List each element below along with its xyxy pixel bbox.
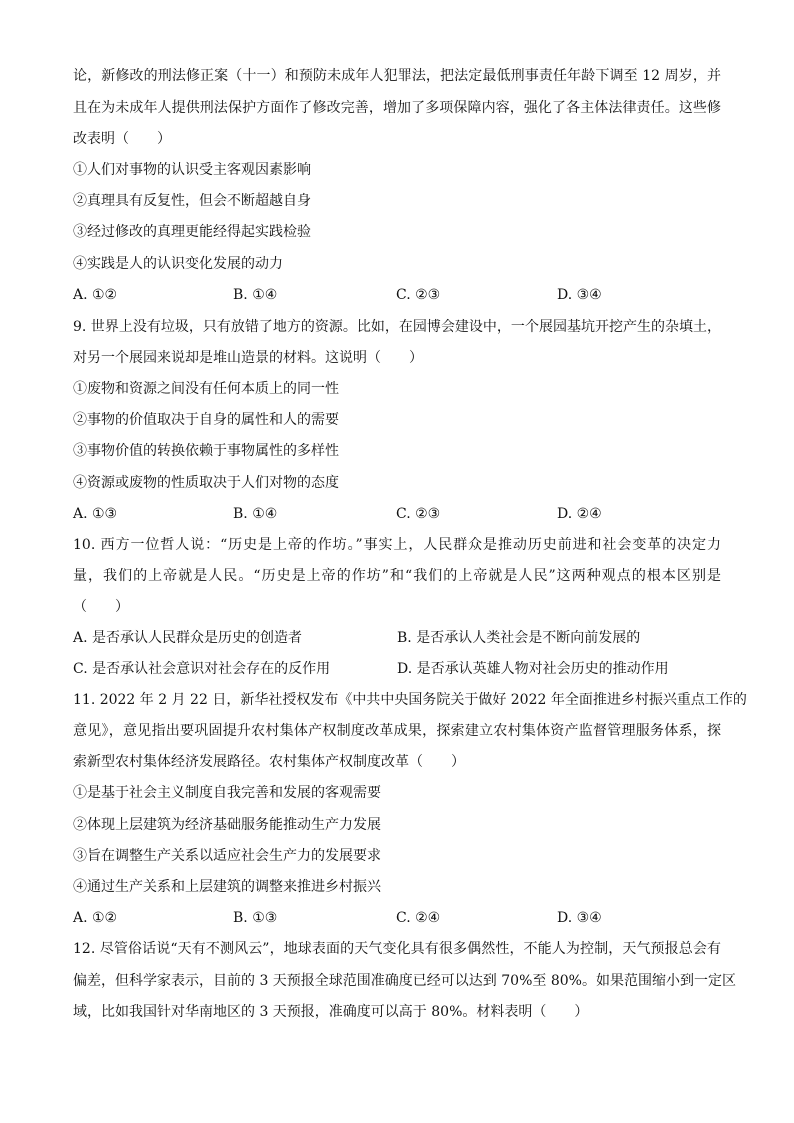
- q11-choice-b: B. ①③: [233, 910, 278, 926]
- q11-item-1: ①是基于社会主义制度自我完善和发展的客观需要: [73, 785, 381, 801]
- q8-stem-line-3: 改表明（ ）: [73, 131, 171, 147]
- q9-item-1: ①废物和资源之间没有任何本质上的同一性: [73, 381, 339, 397]
- q10-stem-line-3: （ ）: [73, 599, 129, 615]
- q8-item-4: ④实践是人的认识变化发展的动力: [73, 256, 283, 272]
- q8-stem-line-2: 且在为未成年人提供刑法保护方面作了修改完善，增加了多项保障内容，强化了各主体法律责任。这些修: [73, 100, 721, 116]
- q11-choice-c: C. ②④: [396, 910, 441, 926]
- q9-stem-line-2: 对另一个展园来说却是堆山造景的材料。这说明（ ）: [73, 350, 423, 366]
- q9-choice-a: A. ①③: [73, 506, 118, 522]
- q10-choice-b: B. 是否承认人类社会是不断向前发展的: [397, 630, 641, 646]
- q8-item-3: ③经过修改的真理更能经得起实践检验: [73, 224, 311, 240]
- q11-item-4: ④通过生产关系和上层建筑的调整来推进乡村振兴: [73, 879, 381, 895]
- q11-item-3: ③旨在调整生产关系以适应社会生产力的发展要求: [73, 848, 381, 864]
- q10-choice-d: D. 是否承认英雄人物对社会历史的推动作用: [397, 661, 669, 677]
- q11-choice-a: A. ①②: [73, 910, 118, 926]
- q9-item-4: ④资源或废物的性质取决于人们对物的态度: [73, 475, 339, 491]
- q11-stem-line-2: 意见》，意见指出要巩固提升农村集体产权制度改革成果，探索建立农村集体资产监督管理服务体系，探: [73, 723, 721, 739]
- q9-choice-c: C. ②③: [396, 506, 441, 522]
- q9-stem-line-1: 9. 世界上没有垃圾，只有放错了地方的资源。比如，在园博会建设中，一个展园基坑开挖产生的杂填土，: [73, 319, 721, 335]
- q10-choice-a: A. 是否承认人民群众是历史的创造者: [73, 630, 303, 646]
- q12-stem-line-3: 域，比如我国针对华南地区的 3 天预报，准确度可以高于 80%。材料表明（ ）: [73, 1004, 589, 1020]
- q9-item-3: ③事物价值的转换依赖于事物属性的多样性: [73, 443, 339, 459]
- q8-choice-c: C. ②③: [396, 287, 441, 303]
- q8-choice-a: A. ①②: [73, 287, 118, 303]
- q12-stem-line-1: 12. 尽管俗话说“天有不测风云”，地球表面的天气变化具有很多偶然性，不能人为控制，天气预报总会有: [73, 941, 721, 957]
- q11-choice-d: D. ③④: [557, 910, 602, 926]
- q8-item-1: ①人们对事物的认识受主客观因素影响: [73, 162, 311, 178]
- q12-stem-line-2: 偏差，但科学家表示，目前的 3 天预报全球范围准确度已经可以达到 70%至 80%。如果范围缩小到一定区: [73, 973, 736, 989]
- q8-choice-d: D. ③④: [557, 287, 602, 303]
- q11-item-2: ②体现上层建筑为经济基础服务能推动生产力发展: [73, 817, 381, 833]
- q8-stem-line-1: 论，新修改的刑法修正案（十一）和预防未成年人犯罪法，把法定最低刑事责任年龄下调至 12 周岁，并: [73, 68, 721, 84]
- q11-stem-line-3: 索新型农村集体经济发展路径。农村集体产权制度改革（ ）: [73, 754, 465, 770]
- q8-item-2: ②真理具有反复性，但会不断超越自身: [73, 193, 311, 209]
- q9-item-2: ②事物的价值取决于自身的属性和人的需要: [73, 412, 339, 428]
- q11-stem-line-1: 11. 2022 年 2 月 22 日，新华社授权发布《中共中央国务院关于做好 2022 年全面推进乡村振兴重点工作的: [73, 692, 747, 708]
- q8-choice-b: B. ①④: [233, 287, 278, 303]
- q9-choice-d: D. ②④: [557, 506, 602, 522]
- q10-choice-c: C. 是否承认社会意识对社会存在的反作用: [73, 661, 331, 677]
- q9-choice-b: B. ①④: [233, 506, 278, 522]
- q10-stem-line-1: 10. 西方一位哲人说：“历史是上帝的作坊。”事实上，人民群众是推动历史前进和社会变革的决定力: [73, 537, 721, 553]
- q10-stem-line-2: 量，我们的上帝就是人民。“历史是上帝的作坊”和“我们的上帝就是人民”这两种观点的根本区别是: [73, 568, 721, 584]
